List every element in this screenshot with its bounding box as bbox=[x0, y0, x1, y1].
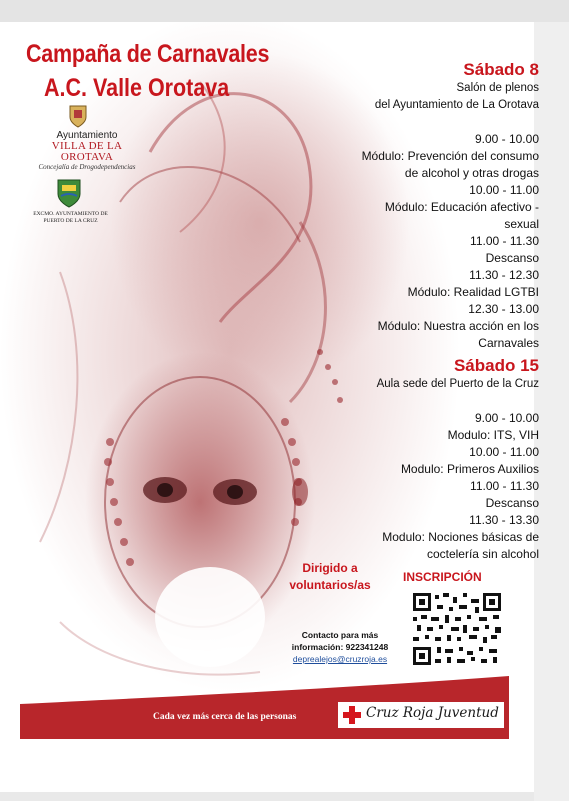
schedule-line: 10.00 - 11.00 bbox=[469, 183, 539, 197]
schedule-line: sexual bbox=[504, 217, 539, 231]
schedule-line: Descanso bbox=[485, 251, 539, 265]
contact-line1: Contacto para más bbox=[301, 630, 379, 640]
schedule-line: Módulo: Realidad LGTBI bbox=[407, 285, 539, 299]
puerto-logo-line2: PUERTO DE LA CRUZ bbox=[43, 217, 98, 224]
brand-wordmark: Cruz Roja Juventud bbox=[366, 705, 499, 721]
schedule-line: 9.00 - 10.00 bbox=[474, 132, 539, 146]
schedule-sabado-15 bbox=[377, 356, 539, 563]
schedule-line: 12.30 - 13.00 bbox=[468, 302, 539, 316]
red-cross-youth-logo bbox=[338, 702, 504, 728]
venue-line: Salón de plenos bbox=[456, 82, 539, 94]
puerto-crest-icon bbox=[56, 178, 82, 208]
schedule-line: Carnavales bbox=[478, 336, 539, 350]
registration-heading: INSCRIPCIÓN bbox=[403, 570, 482, 584]
viewer-right-margin bbox=[534, 22, 569, 801]
orotava-crest-icon bbox=[68, 104, 88, 128]
venue-line: Aula sede del Puerto de la Cruz bbox=[376, 378, 539, 390]
schedule-line: Módulo: Nuestra acción en los bbox=[377, 319, 539, 333]
contact-phone: información: 922341248 bbox=[291, 642, 389, 652]
schedule-line: 11.30 - 13.30 bbox=[469, 513, 539, 527]
schedule-line: Modulo: Nociones básicas de bbox=[382, 530, 539, 544]
schedule-line: 10.00 - 11.00 bbox=[469, 445, 539, 459]
schedule-line: Modulo: Primeros Auxilios bbox=[400, 462, 539, 476]
schedule-line: 9.00 - 10.00 bbox=[474, 411, 539, 425]
orotava-council-logo bbox=[28, 104, 146, 171]
schedule-line: Módulo: Educación afectivo - bbox=[384, 200, 539, 214]
registration-qr-code[interactable] bbox=[413, 593, 501, 665]
schedule-line: de alcohol y otras drogas bbox=[404, 166, 539, 180]
target-audience-line2: voluntarios/as bbox=[289, 578, 371, 592]
orotava-logo-line1: Ayuntamiento bbox=[56, 130, 118, 141]
viewer-top-bar bbox=[0, 0, 569, 22]
schedule-line: 11.30 - 12.30 bbox=[469, 268, 539, 282]
contact-email-link[interactable]: deprealejos@cruzroja.es bbox=[292, 654, 388, 664]
red-cross-icon bbox=[342, 706, 362, 724]
puerto-logo-line1: EXCMO. AYUNTAMIENTO DE bbox=[33, 211, 108, 217]
puerto-council-logo bbox=[28, 178, 113, 224]
campaign-title: Campaña de Carnavales bbox=[26, 40, 270, 68]
orotava-logo-line2: VILLA DE LA OROTAVA bbox=[51, 140, 123, 163]
schedule-line: coctelería sin alcohol bbox=[426, 547, 539, 561]
venue-line: del Ayuntamiento de La Orotava bbox=[374, 99, 539, 111]
organization-title: A.C. Valle Orotava bbox=[44, 74, 230, 102]
footer-slogan: Cada vez más cerca de las personas bbox=[153, 712, 297, 722]
schedule-line: Módulo: Prevención del consumo bbox=[361, 149, 539, 163]
target-audience bbox=[278, 560, 382, 594]
orotava-logo-line3: Concejalía de Drogodependencias bbox=[38, 163, 136, 171]
schedule-line: 11.00 - 11.30 bbox=[470, 234, 539, 248]
schedule-line: Descanso bbox=[485, 496, 539, 510]
contact-info bbox=[281, 629, 399, 665]
target-audience-line1: Dirigido a bbox=[302, 561, 358, 575]
day-heading: Sábado 15 bbox=[453, 356, 539, 375]
schedule-line: 11.00 - 11.30 bbox=[470, 479, 539, 493]
schedule-sabado-8 bbox=[362, 60, 539, 352]
schedule-line: Modulo: ITS, VIH bbox=[447, 428, 539, 442]
day-heading: Sábado 8 bbox=[463, 60, 539, 79]
